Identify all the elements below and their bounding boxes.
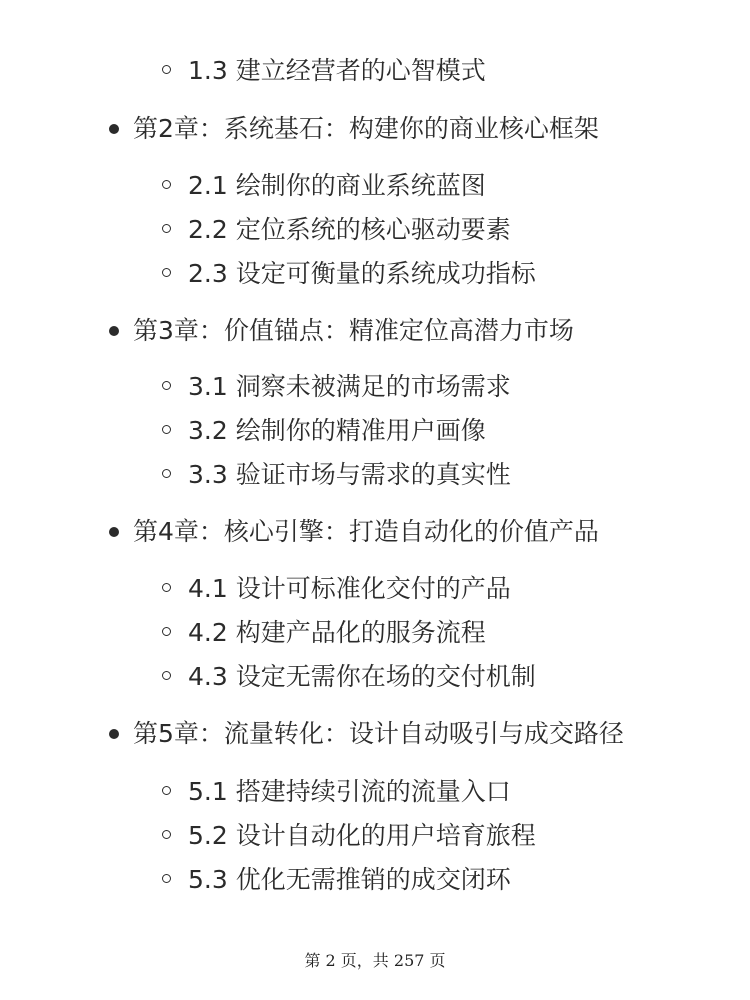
section-title: 4.3 设定无需你在场的交付机制 [188, 662, 536, 691]
section-title: 3.3 验证市场与需求的真实性 [188, 460, 511, 489]
section-title: 5.1 搭建持续引流的流量入口 [188, 777, 511, 806]
hollow-bullet-icon [162, 583, 171, 592]
section-title: 3.1 洞察未被满足的市场需求 [188, 372, 511, 401]
toc-chapter-2 [109, 109, 599, 149]
hollow-bullet-icon [162, 180, 171, 189]
hollow-bullet-icon [162, 381, 171, 390]
toc-chapter-3 [109, 311, 574, 351]
toc-section-5-1 [160, 772, 511, 812]
toc-section-5-3 [160, 860, 511, 900]
hollow-bullet-icon [162, 874, 171, 883]
section-title: 5.3 优化无需推销的成交闭环 [188, 865, 511, 894]
section-title: 2.3 设定可衡量的系统成功指标 [188, 259, 536, 288]
toc-section-4-3 [160, 657, 536, 697]
hollow-bullet-icon [162, 425, 171, 434]
hollow-bullet-icon [162, 469, 171, 478]
chapter-title: 第5章：流量转化：设计自动吸引与成交路径 [133, 719, 624, 748]
hollow-bullet-icon [162, 627, 171, 636]
page-number-footer: 第 2 页，共 257 页 [304, 951, 446, 970]
toc-section-2-1 [160, 166, 486, 206]
toc-section-4-2 [160, 613, 486, 653]
section-title: 2.1 绘制你的商业系统蓝图 [188, 171, 486, 200]
chapter-title: 第2章：系统基石：构建你的商业核心框架 [133, 114, 599, 143]
hollow-bullet-icon [162, 671, 171, 680]
hollow-bullet-icon [162, 786, 171, 795]
toc-section-3-2 [160, 411, 486, 451]
toc-section-2-3 [160, 254, 536, 294]
toc-section-2-2 [160, 210, 511, 250]
section-title: 1.3 建立经营者的心智模式 [188, 56, 486, 85]
filled-bullet-icon [109, 124, 119, 134]
toc-chapter-5 [109, 714, 624, 754]
hollow-bullet-icon [162, 268, 171, 277]
filled-bullet-icon [109, 326, 119, 336]
section-title: 4.2 构建产品化的服务流程 [188, 618, 486, 647]
section-title: 3.2 绘制你的精准用户画像 [188, 416, 486, 445]
section-title: 4.1 设计可标准化交付的产品 [188, 574, 511, 603]
hollow-bullet-icon [162, 830, 171, 839]
chapter-title: 第4章：核心引擎：打造自动化的价值产品 [133, 517, 599, 546]
toc-chapter-4 [109, 512, 599, 552]
section-title: 5.2 设计自动化的用户培育旅程 [188, 821, 536, 850]
hollow-bullet-icon [162, 224, 171, 233]
chapter-title: 第3章：价值锚点：精准定位高潜力市场 [133, 316, 574, 345]
filled-bullet-icon [109, 527, 119, 537]
hollow-bullet-icon [162, 65, 171, 74]
toc-section-3-3 [160, 455, 511, 495]
toc-section-4-1 [160, 569, 511, 609]
toc-section-1-3 [160, 51, 486, 91]
toc-section-3-1 [160, 367, 511, 407]
toc-section-5-2 [160, 816, 536, 856]
section-title: 2.2 定位系统的核心驱动要素 [188, 215, 511, 244]
filled-bullet-icon [109, 729, 119, 739]
